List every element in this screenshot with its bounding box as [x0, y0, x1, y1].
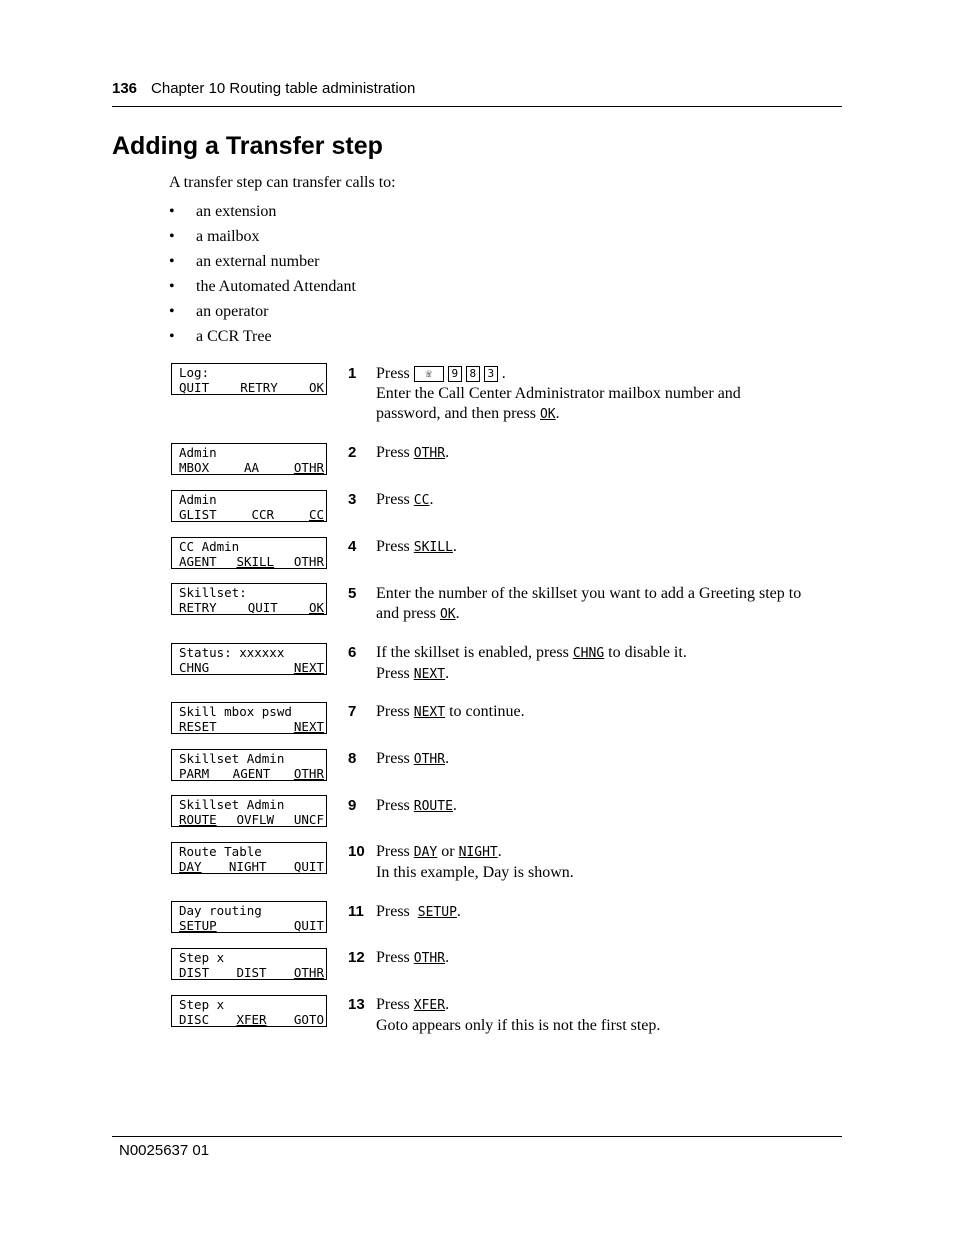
step-number: 11 [348, 903, 364, 920]
lcd-display-route-table: Route Table DAY NIGHT QUIT [171, 842, 327, 874]
step-number: 12 [348, 949, 365, 966]
step-number: 13 [348, 996, 365, 1013]
step-number: 6 [348, 644, 357, 661]
step-text: Press OTHR. [376, 750, 450, 767]
step-text: Press SETUP. [376, 903, 461, 920]
key-9-icon: 9 [448, 366, 462, 382]
key-8-icon: 8 [466, 366, 480, 382]
step-text: Press OTHR. [376, 949, 450, 966]
step-number: 10 [348, 843, 365, 860]
list-item: • a mailbox [169, 228, 260, 245]
page-header [112, 80, 842, 107]
step-text: Press ROUTE. [376, 797, 457, 814]
step-text: Press CC. [376, 491, 434, 508]
intro-text: A transfer step can transfer calls to: [169, 174, 396, 191]
lcd-display-skillset: Skillset: RETRY QUIT OK [171, 583, 327, 615]
step-text: Press NEXT to continue. [376, 703, 525, 720]
step-text: If the skillset is enabled, press CHNG to disable it. Press NEXT. [376, 644, 687, 682]
list-item: • the Automated Attendant [169, 278, 356, 295]
step-text: Press OTHR. [376, 444, 450, 461]
lcd-display-status: Status: xxxxxx CHNG NEXT [171, 643, 327, 675]
lcd-display-admin-cc: Admin GLIST CCR CC [171, 490, 327, 522]
lcd-display-log: Log: QUIT RETRY OK [171, 363, 327, 395]
step-number: 4 [348, 538, 357, 555]
step-text: Enter the number of the skillset you want to add a Greeting step to and press OK. [376, 585, 802, 622]
step-number: 5 [348, 585, 357, 602]
feature-key-icon: ☏ [414, 366, 444, 382]
step-number: 1 [348, 365, 357, 382]
lcd-display-skill-mbox: Skill mbox pswd RESET NEXT [171, 702, 327, 734]
list-item: • an external number [169, 253, 320, 270]
section-title: Adding a Transfer step [112, 132, 383, 160]
lcd-display-step-xfer: Step x DISC XFER GOTO [171, 995, 327, 1027]
page-number: 136 [112, 80, 138, 97]
lcd-display-admin: Admin MBOX AA OTHR [171, 443, 327, 475]
list-item: • a CCR Tree [169, 328, 272, 345]
step-number: 7 [348, 703, 357, 720]
lcd-display-skillset-admin: Skillset Admin PARM AGENT OTHR [171, 749, 327, 781]
page-footer [112, 1136, 842, 1159]
lcd-display-day-routing: Day routing SETUP QUIT [171, 901, 327, 933]
list-item: • an extension [169, 203, 277, 220]
step-number: 2 [348, 444, 357, 461]
step-text: Press ☏ 9 8 3 . Enter the Call Center Administrator mailbox number and password, and then press OK. [376, 365, 741, 422]
lcd-display-skillset-admin-route: Skillset Admin ROUTE OVFLW UNCF [171, 795, 327, 827]
document-number: N0025637 01 [119, 1142, 210, 1159]
chapter-title: Chapter 10 Routing table administration [151, 80, 416, 97]
step-number: 8 [348, 750, 357, 767]
step-text: Press SKILL. [376, 538, 457, 555]
key-3-icon: 3 [484, 366, 498, 382]
lcd-display-cc-admin: CC Admin AGENT SKILL OTHR [171, 537, 327, 569]
list-item: • an operator [169, 303, 269, 320]
step-text: Press DAY or NIGHT. In this example, Day is shown. [376, 843, 574, 881]
step-number: 3 [348, 491, 357, 508]
step-number: 9 [348, 797, 357, 814]
step-text: Press XFER. Goto appears only if this is not the first step. [376, 996, 661, 1034]
lcd-display-step-dist: Step x DIST DIST OTHR [171, 948, 327, 980]
bullet-list [169, 203, 356, 353]
